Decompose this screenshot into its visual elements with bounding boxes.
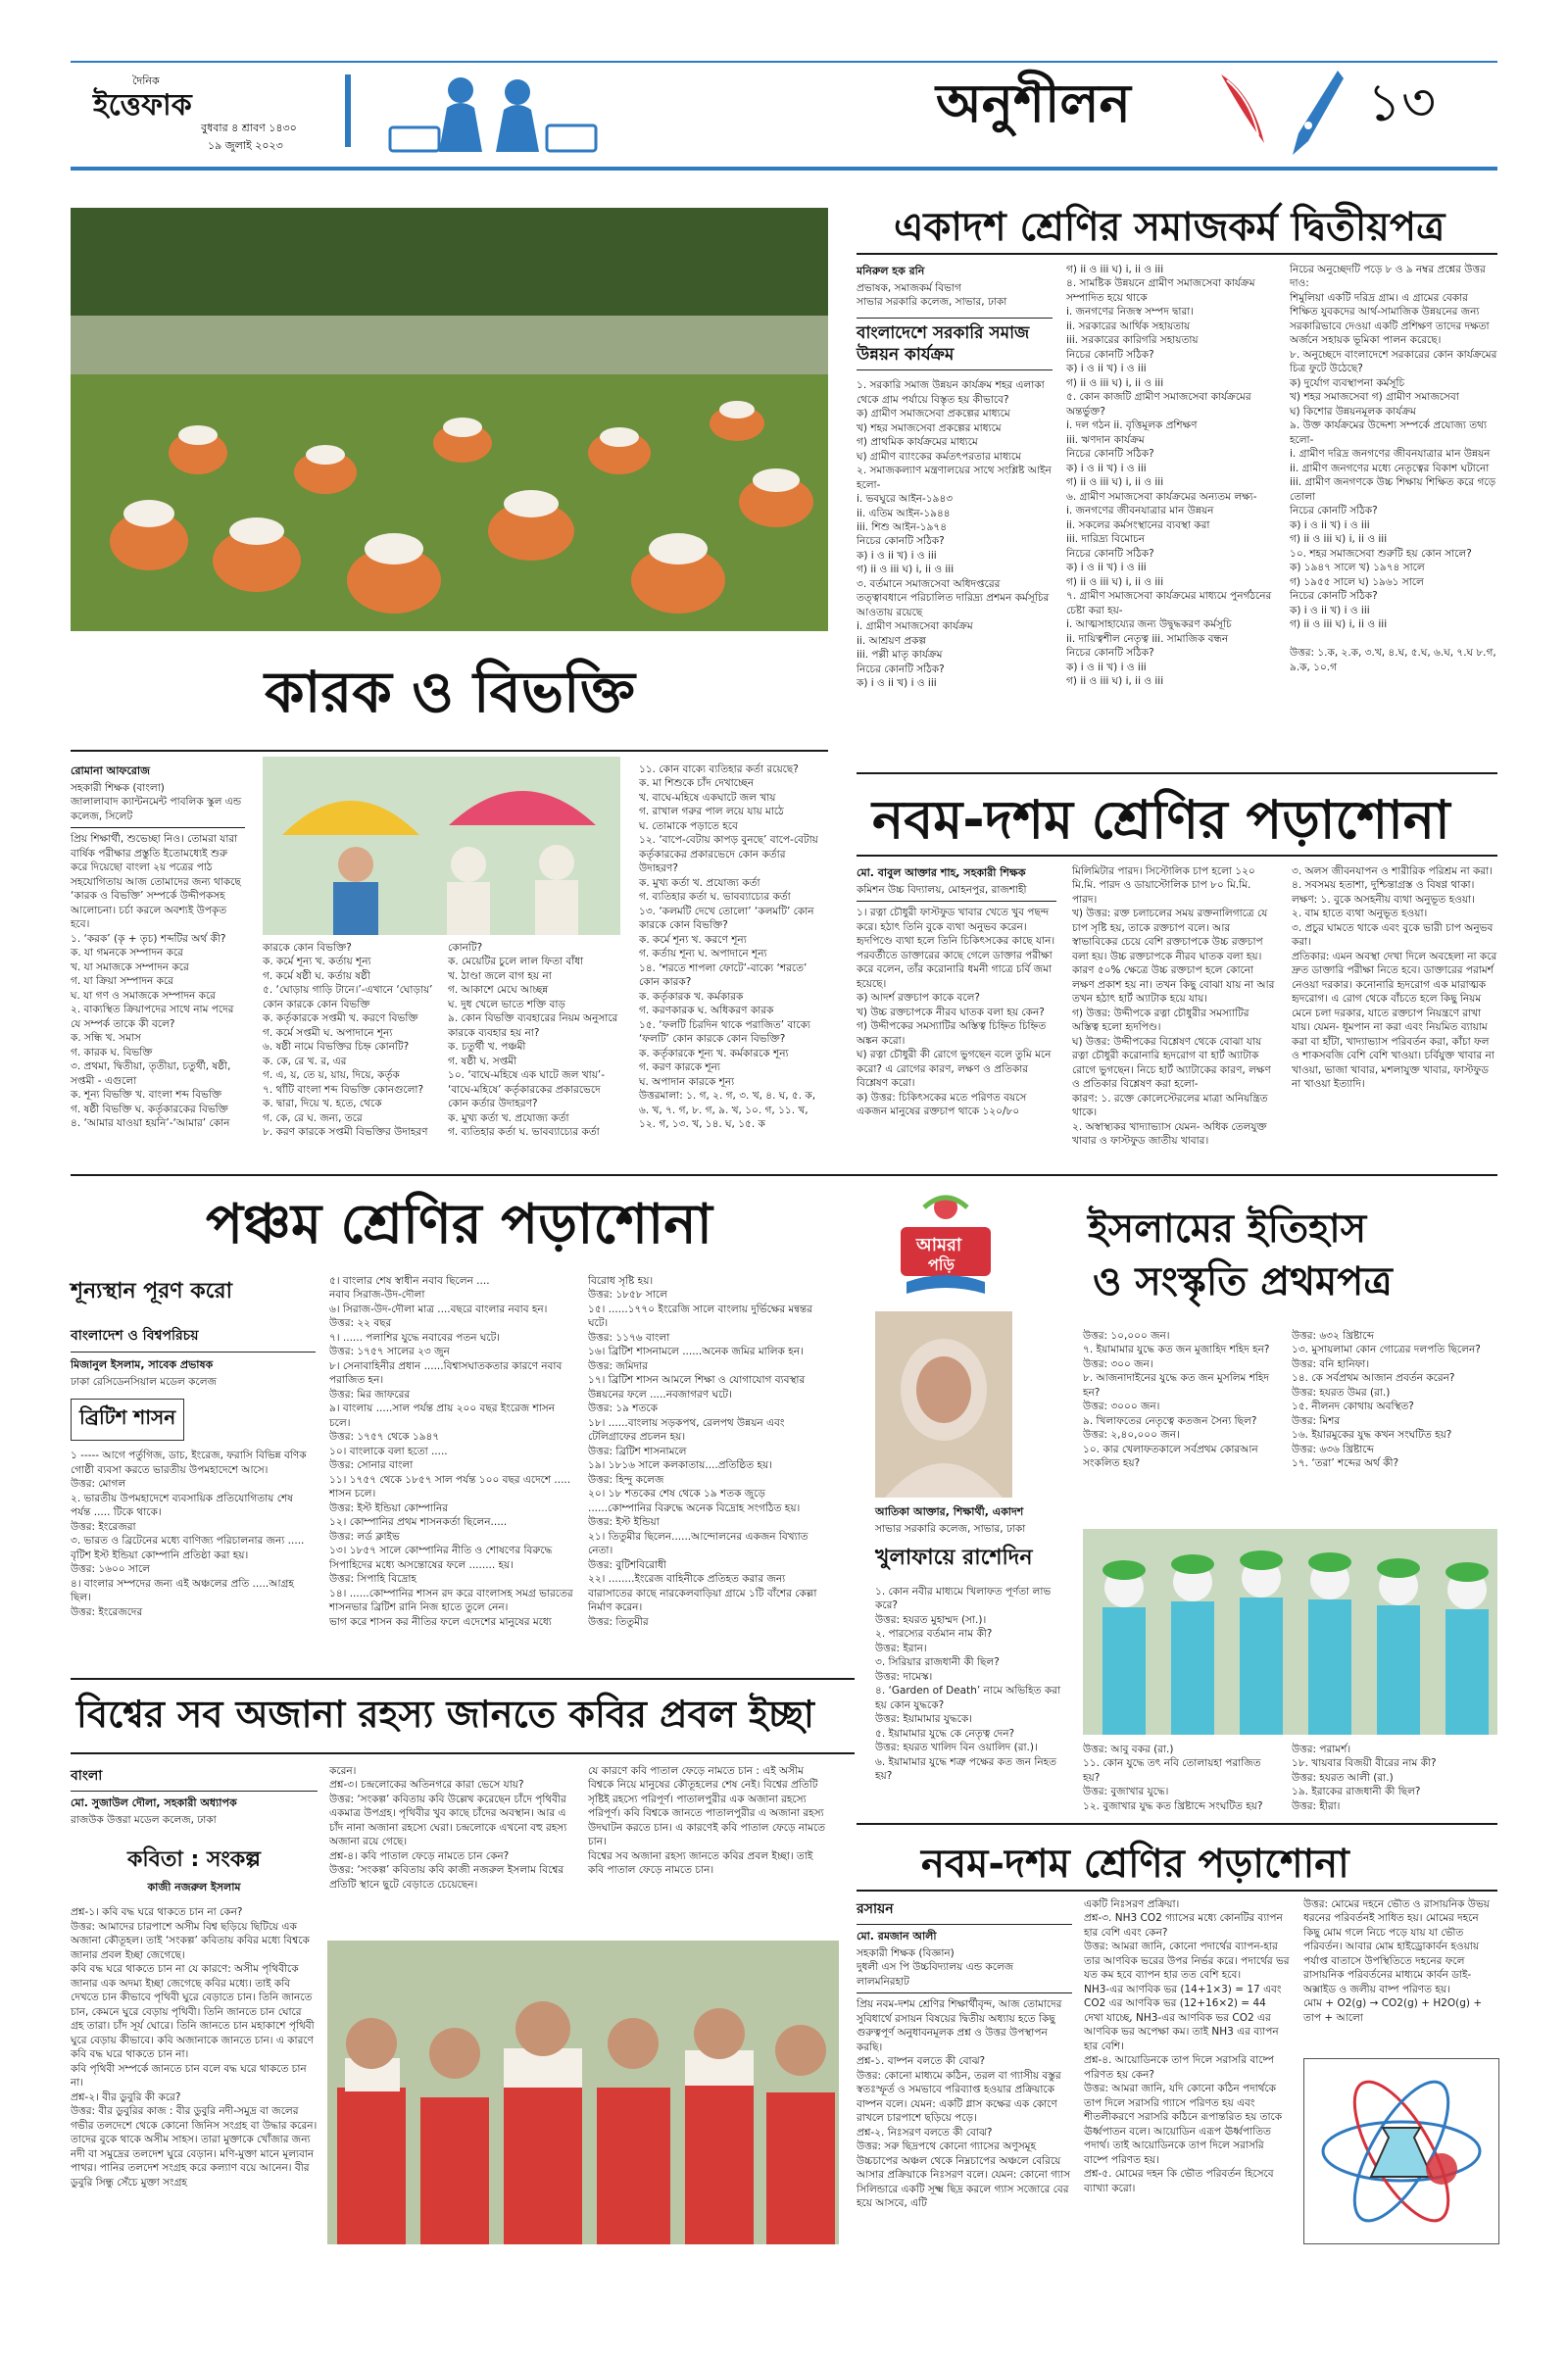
page-number: ১৩ <box>1367 72 1437 133</box>
paper-small-label: দৈনিক <box>132 74 160 87</box>
samajkarma-col-2: গ) ii ও iii ঘ) i, ii ও iii ৪. সামষ্টিক উন্নয়নে গ্রামীণ সমাজসেবা কার্যক্রম সম্পাদিত হয়ে থাকে i. জনগণের নিজস্ব সম্পদ দ্বারা। ii. সরকারের আর্থিক সহায়তায় iii. সরকারের কারিগরি সহায়তায় নিচের কোনটি সঠিক? ক) i ও ii খ) i ও iii গ) ii ও iii ঘ) i, ii ও iii ৫. কোন কাজটি গ্রামীণ সমাজসেবা কার্যক্রমের অন্তর্ভুক্ত? i. দল গঠন ii. বৃত্তিমূলক প্রশিক্ষণ iii. ঋণদান কার্যক্রম নিচের কোনটি সঠিক? ক) i ও ii খ) i ও iii গ) ii ও iii ঘ) i, ii ও iii ৬. গ্রামীণ সমাজসেবা কার্যক্রমের অন্যতম লক্ষ্য- i. জনগণের জীবনযাত্রার মান উন্নয়ন ii. সকলের কর্মসংস্থানের ব্যবস্থা করা iii. দারিদ্র্য বিমোচন নিচের কোনটি সঠিক? ক) i ও ii খ) i ও iii গ) ii ও iii ঘ) i, ii ও iii ৭. গ্রামীণ সমাজসেবা কার্যক্রমের মাধ্যমে পুনর্গঠনের চেষ্টা করা হয়- i. আত্মসাহায্যের জন্য উদ্বুদ্ধকরণ কর্মসূচি ii. দায়িত্বশীল নেতৃত্ব iii. সামাজিক বন্ধন নিচের কোনটি সঠিক? ক) i ও ii খ) i ও iii গ) ii ও iii ঘ) i, ii ও iii <box>1066 264 1272 688</box>
samajkarma-author: মনিরুল হক রনি <box>857 265 925 277</box>
islam-title-2: ও সংস্কৃতি প্রথমপত্র <box>1093 1259 1393 1304</box>
student-portrait-photo <box>875 1311 1012 1498</box>
nabam1-col-1: ১। রত্না চৌধুরী ফাস্টফুড খাবার খেতে খুব পছন্দ করে। হঠাৎ তিনি বুকে ব্যথা অনুভব করেন। হৃদপিণ্ডে ব্যথা হলে তিনি চিকিৎসকের কাছে যান। পরবর্তীতে ডাক্তারের কাছে গেলে ডাক্তার পরীক্ষা করে বলেন, তাঁর করোনারি ধমনী গাত্রে চর্বি জমা হয়েছে। ক) আদর্শ রক্তচাপ কাকে বলে? খ) উচ্চ রক্তচাপকে নীরব ঘাতক বলা হয় কেন? গ) উদ্দীপকের সমস্যাটির অস্তিত্ব চিহ্নিত চিহ্নিত অঙ্কন করো। ঘ) রত্না চৌধুরী কী রোগে ভুগছেন বলে তুমি মনে করো? এ রোগের কারণ, লক্ষণ ও প্রতিকার বিশ্লেষণ করো। ক) উত্তর: চিকিৎসকের মতে পরিণত বয়সে একজন মানুষের রক্তচাপ থাকে ১২০/৮০ <box>857 907 1055 1118</box>
nabam1-author-info: কমিশন উচ্চ বিদ্যালয়, মোহনপুর, রাজশাহী <box>857 884 1027 896</box>
islam-col-1: ১. কোন নবীর মাধ্যমে খিলাফত পূর্ণতা লাভ করে? উত্তর: হযরত মুহাম্মদ (সা.)। ২. পারস্যের বর্তমান নাম কী? উত্তর: ইরান। ৩. সিরিয়ার রাজধানী কী ছিল? উত্তর: দামেস্ক। ৪. ‘Garden of Death’ নামে অভিহিত করা হয় কোন যুদ্ধকে? উত্তর: ইয়ামামার যুদ্ধকে। ৫. ইয়ামামার যুদ্ধে কে নেতৃত্ব দেন? উত্তর: হযরত খালিদ বিন ওয়ালিদ (রা.)। ৬. ইয়ামামার যুদ্ধে শত্রু পক্ষের কত জন নিহত হয়? <box>875 1586 1061 1783</box>
nabam2-author-rule <box>857 1992 1072 1993</box>
middle-rule <box>71 1174 1497 1176</box>
karak-col-3: কোনটি? ক. মেয়েটির চুলে লাল ফিতা বাঁধা খ. ঠাণ্ডা জলে বাগ হয় না গ. আকাশে মেঘে আচ্ছন্ন ঘ. দুধ খেলে ভাতে শক্তি বাড় ৯. কোন বিভক্তি ব্যবহারের নিয়ম অনুসারে কারকে ব্যবহার হয় না? ক. চতুর্থী খ. পঞ্চমী গ. ষষ্ঠী ঘ. সপ্তমী ১০. ‘বাঘে-মহিষে এক ঘাটে জল খায়’- ‘বাঘে-মহিষে’ কর্তৃকারকের প্রকারভেদে কোন কর্তার উদাহরণ? ক. মুখ্য কর্তা খ. প্রযোজ্য কর্তা গ. ব্যতিহার কর্তা ঘ. ভাবব্যাচ্যের কর্তা <box>448 942 618 1139</box>
karak-col-4: ১১. কোন বাক্যে ব্যতিহার কর্তা রয়েছে? ক. মা শিশুকে চাঁদ দেখাচ্ছেন খ. বাঘে-মহিষে একঘাটে জল খায় গ. রাখাল গরুর পাল লয়ে যায় মাঠে ঘ. তোমাকে পড়াতে হবে ১২. ‘বাপে-বেটায় কাপড় বুনছে’ বাপে-বেটায় কর্তৃকারকের প্রকারভেদে কোন কর্তার উদাহরণ? ক. মুখ্য কর্তা খ. প্রযোজ্য কর্তা গ. ব্যতিহার কর্তা ঘ. ভাবব্যাচ্যের কর্তা ১৩. ‘কলমটি দেখে তোলো’ ‘কলমটি’ কোন কারকে কোন বিভক্তি? ক. কর্মে শূন্য খ. করণে শূন্য গ. কর্তায় শূন্য ঘ. অপাদানে শূন্য ১৪. ‘শরতে শাপলা ফোটে’-বাক্যে ‘শরতে’ কোন কারক? ক. কর্তৃকারক খ. কর্মকারক গ. করণকারক ঘ. অধিকরণ কারক ১৫. ‘ফলটি চিরদিন থাকে পরাজিত’ বাক্যে ‘ফলটি’ কোন কারকে কোন বিভক্তি? ক. কর্তৃকারকে শূন্য খ. কর্মকারকে শূন্য গ. করণ কারকে শূন্য ঘ. অপাদান কারকে শূন্য উত্তরমালা: ১. গ, ২. গ, ৩. খ, ৪. ঘ, ৫. ক, ৬. খ, ৭. গ, ৮. গ, ৯. খ, ১০. গ, ১১. খ, ১২. গ, ১৩. খ, ১৪. ঘ, ১৫. ক <box>639 763 818 1131</box>
nabam2-col-3: উত্তর: মোমের দহনে ভৌত ও রাসায়নিক উভয় ধরনের পরিবর্তনই সাধিত হয়। মোমের দহনে কিছু মোম গলে নিচে পড়ে যায় যা ভৌত পরিবর্তন। আবার মোম হাইড্রোকার্বন হওয়ায় পর্যাপ্ত বাতাসে উপস্থিতিতে দহনের ফলে রাসায়নিক পরিবর্তনের মাধ্যমে কার্বন ডাই-অক্সাইড ও জলীয় বাষ্প পরিণত হয়। মোম + O2(g) → CO2(g) + H2O(g) + তাপ + আলো <box>1303 1898 1490 2024</box>
top-rule <box>71 61 1497 63</box>
nabam1-top-rule <box>857 772 1497 774</box>
karak-col-1: প্রিয় শিক্ষার্থী, শুভেচ্ছা নিও। তোমরা যারা বার্ষিক পরীক্ষার প্রস্তুতি ইতোমধ্যেই শুরু করে দিয়েছো বাংলা ২য় পত্রের পাঠ সহযোগিতায় আজ তোমাদের জন্য থাকছে ‘কারক ও বিভক্তি’ সম্পর্কে উদ্দীপকসহ আলোচনা। চর্চা করলে অবশ্যই উপকৃত হবে। ১. ‘করক’ (কৃ + তৃচ) শব্দটির অর্থ কী? ক. যা গমনকে সম্পাদন করে খ. যা সমাজকে সম্পাদন করে গ. যা ক্রিয়া সম্পাদন করে ঘ. যা গণ ও সমাজকে সম্পাদন করে ২. বাক্যস্থিত ক্রিয়াপদের সাথে নাম পদের যে সম্পর্ক তাকে কী বলে? ক. সন্ধি খ. সমাস গ. কারক ঘ. বিভক্তি ৩. প্রথমা, দ্বিতীয়া, তৃতীয়া, চতুর্থী, ষষ্ঠী, সপ্তমী - এগুলো ক. শূন্য বিভক্তি খ. বাংলা শব্দ বিভক্তি গ. ষষ্ঠী বিভক্তি ঘ. কর্তৃকারকের বিভক্তি ৪. ‘আমার যাওয়া হয়নি’-‘আমার’ কোন <box>71 833 241 1130</box>
islam-title-1: ইসলামের ইতিহাস <box>1088 1206 1367 1252</box>
kabir-col-3: যে কারণে কবি পাতাল ফেড়ে নামতে চান : এই অসীম বিশ্বকে নিয়ে মানুষের কৌতূহলের শেষ নেই। বিশ্বের প্রতিটি সৃষ্টিই রহস্যে পরিপূর্ণ। পাতালপুরীর এক অজানা রহস্যে পরিপূর্ণ। কবি বিশ্বকে জানতে পাতালপুরীর এ অজানা রহস্য উদঘাটন করতে চান। এ কারণেই কবি পাতাল ফেড়ে নামতে চান। বিশ্বের সব অজানা রহস্য জানতে কবির প্রবল ইচ্ছা। তাই কবি পাতাল ফেড়ে নামতে চান। <box>588 1765 826 1877</box>
nabam1-author-rule <box>857 901 1056 902</box>
nabam2-col-1: প্রিয় নবম-দশম শ্রেণির শিক্ষার্থীবৃন্দ, আজ তোমাদের সুবিধার্থে রসায়ন বিষয়ের দ্বিতীয় অধ্যায় হতে কিছু গুরুত্বপূর্ণ অনুধাবনমূলক প্রশ্ন ও উত্তর উপস্থাপন করছি। প্রশ্ন-১. বাষ্পন বলতে কী বোঝ? উত্তর: কোনো মাধ্যমে কঠিন, তরল বা গ্যাসীয় বস্তুর স্বতঃস্ফূর্ত ও সমভাবে পরিব্যাপ্ত হওয়ার প্রক্রিয়াকে বাষ্পন বলে। যেমন: একটি গ্লাস কক্ষের এক কোণে রাখলে চারপাশে ছড়িয়ে পড়ে। প্রশ্ন-২. নিঃসরণ বলতে কী বোঝ? উত্তর: সরু ছিদ্রপথে কোনো গ্যাসের অণুসমূহ উচ্চচাপের অঞ্চল থেকে নিম্নচাপের অঞ্চলে বেরিয়ে আসার প্রক্রিয়াকে নিঃসরণ বলে। যেমন: কোনো গ্যাস সিলিন্ডারে একটি সূক্ষ্ম ছিদ্র করলে গ্যাস সজোরে বের হয়ে আসবে, এটি <box>857 1998 1071 2210</box>
students-green-caps-photo <box>1083 1529 1497 1735</box>
samajkarma-col-1: ১. সরকারি সমাজ উন্নয়ন কার্যক্রম শহর এলাকা থেকে গ্রাম পর্যায়ে বিস্তৃত হয় কীভাবে? ক) গ্রামীণ সমাজসেবা প্রকল্পের মাধ্যমে খ) শহর সমাজসেবা প্রকল্পের মাধ্যমে গ) প্রাথমিক কার্যক্রমের মাধ্যমে ঘ) গ্রামীণ ব্যাংকের কর্মতৎপরতার মাধ্যমে ২. সমাজকল্যাণ মন্ত্রণালয়ের সাথে সংশ্লিষ্ট আইন হলো- i. ভবঘুরে আইন-১৯৪৩ ii. এতিম আইন-১৯৪৪ iii. শিশু আইন-১৯৭৪ নিচের কোনটি সঠিক? ক) i ও ii খ) i ও iii গ) ii ও iii ঘ) i, ii ও iii ৩. বর্তমানে সমাজসেবা অধিদপ্তরের তত্ত্বাবধানে পরিচালিত দারিদ্র্য প্রশমন কর্মসূচির আওতায় রয়েছে i. গ্রামীণ সমাজসেবা কার্যক্রম ii. আশ্রয়ণ প্রকল্প iii. পল্লী মাতৃ কার্যক্রম নিচের কোনটি সঠিক? ক) i ও ii খ) i ও iii <box>857 379 1052 690</box>
samajkarma-title: একাদশ শ্রেণির সমাজকর্ম দ্বিতীয়পত্র <box>894 205 1446 250</box>
pancham-title: পঞ্চম শ্রেণির পড়াশোনা <box>206 1193 712 1256</box>
karak-title: কারক ও বিভক্তি <box>265 659 635 725</box>
date-line-1: বুধবার ৪ শ্রাবণ ১৪৩০ <box>201 122 297 134</box>
pen-nib-icon <box>1279 65 1348 163</box>
karak-col-2: কারকে কোন বিভক্তি? ক. কর্মে শূন্য খ. কর্তায় শূন্য গ. কর্মে ষষ্ঠী ঘ. কর্তায় ষষ্ঠী ৫. ‘ঘোড়ায় গাড়ি টানে।’-এখানে ‘ঘোড়ায়’ কোন কারকে কোন বিভক্তি ক. কর্তৃকারকে সপ্তমী খ. করণে বিভক্তি গ. কর্মে সপ্তমী ঘ. অপাদানে শূন্য ৬. ষষ্ঠী নামে বিভক্তির চিহ্ন কোনটি? ক. কে, রে খ. র, এর গ. এ, য়, তে য়, য়ায়, দিয়ে, কর্তৃক ৭. থাঁটি বাংলা শব্দ বিভক্তি কোনগুলো? ক. দ্বারা, দিয়ে খ. হতে, থেকে গ. কে, রে ঘ. জন্য, তরে ৮. করণ কারকে সপ্তমী বিভক্তির উদাহরণ <box>263 942 433 1139</box>
nabam1-col-2: মিলিমিটার পারদ। সিস্টোলিক চাপ হলো ১২০ মি.মি. পারদ ও ডায়াস্টোলিক চাপ ৮০ মি.মি. পারদ। খ) উত্তর: রক্ত চলাচলের সময় রক্তনালিগাত্রে যে চাপ সৃষ্টি হয়, তাকে রক্তচাপ বলে। আর স্বাভাবিকের চেয়ে বেশি রক্তচাপকে উচ্চ রক্তচাপ বলা হয়। উচ্চ রক্তচাপকে নীরব ঘাতক বলা হয়। কারণ ৫০% ক্ষেত্রে উচ্চ রক্তচাপ হলে কোনো লক্ষণ প্রকাশ হয় না। তখন কিছু বোঝা যায় না আর তখন হঠাৎ হার্ট অ্যাটাক হয়ে যায়। গ) উত্তর: উদ্দীপকে রত্না চৌধুরীর সমস্যাটির অস্তিত্ব হলো হৃদপিণ্ড। ঘ) উত্তর: উদ্দীপকের বিশ্লেষণ থেকে বোঝা যায় রত্না চৌধুরী করোনারি হৃদরোগ বা হার্ট অ্যাটাক রোগে ভুগছেন। নিচে হার্ট অ্যাটাকের কারণ, লক্ষণ ও প্রতিকার বিশ্লেষণ করা হলো- কারণ: ১. রক্তে কোলেস্টেরলের মাত্রা অনিয়ন্ত্রিত থাকে। ২. অস্বাস্থ্যকর খাদ্যাভ্যাস যেমন- অধিক তেলযুক্ত খাবার ও ফাস্টফুড জাতীয় খাবার। <box>1072 865 1275 1148</box>
amra-pori-logo <box>887 1188 1004 1301</box>
paper-name: ইত্তেফাক <box>93 88 192 123</box>
pancham-col-2: ৫। বাংলার শেষ স্বাধীন নবাব ছিলেন .... নবাব সিরাজ-উদ-দৌলা ৬। সিরাজ-উদ-দৌলা মাত্র ....বছরে বাংলার নবাব হন। উত্তর: ২২ বছর ৭। ...... পলাশির যুদ্ধে নবাবের পতন ঘটে। উত্তর: ১৭৫৭ সালের ২৩ জুন ৮। সেনাবাহিনীর প্রধান ......বিশ্বাসঘাতকতার কারণে নবাব পরাজিত হন। উত্তর: মির জাফরের ৯। বাংলায় .....সাল পর্যন্ত প্রায় ২০০ বছর ইংরেজ শাসন চলে। উত্তর: ১৭৫৭ থেকে ১৯৪৭ ১০। বাংলাকে বলা হতো ..... উত্তর: সোনার বাংলা ১১। ১৭৫৭ থেকে ১৮৫৭ সাল পর্যন্ত ১০০ বছর এদেশে ..... শাসন চলে। উত্তর: ইস্ট ইন্ডিয়া কোম্পানির ১২। কোম্পানির প্রথম শাসনকর্তা ছিলেন..... উত্তর: লর্ড ক্লাইভ ১৩। ১৮৫৭ সালে কোম্পানির নীতি ও শোষণের বিরুদ্ধে সিপাহিদের মধ্যে অসন্তোষের ফলে ........ হয়। উত্তর: সিপাহি বিদ্রোহ ১৪। ......কোম্পানির শাসন রদ করে বাংলাসহ সমগ্র ভারতের শাসনভার ব্রিটিশ রানি নিজ হাতে তুলে নেন। ভাগ করে শাসন কর নীতির ফলে এদেশের মানুষের মধ্যে <box>329 1275 573 1628</box>
date-line-2: ১৯ জুলাই ২০২৩ <box>208 139 283 152</box>
students-exercise-photo <box>71 208 828 631</box>
kabir-subject: বাংলা <box>71 1764 318 1792</box>
karak-author-rule <box>71 827 245 828</box>
pancham-author: মিজানুল ইসলাম, সাবেক প্রভাষক <box>71 1358 214 1371</box>
islam-col-3: উত্তর: ৬৩২ খ্রিষ্টাব্দে ১৩. মুসায়লামা কোন গোত্রের দলপতি ছিলেন? উত্তর: বনি হানিফা। ১৪. কে সর্বপ্রথম আজান প্রবর্তন করেন? উত্তর: হযরত উমর (রা.) ১৫. নীলনদ কোথায় অবস্থিত? উত্তর: মিশর ১৬. ইয়ারমুকের যুদ্ধ কখন সংঘটিত হয়? উত্তর: ৬৩৬ খ্রিষ্টাব্দে ১৭. ‘তরা’ শব্দের অর্থ কী? <box>1292 1330 1481 1470</box>
nabam2-top-rule <box>857 1823 1497 1825</box>
kabir-col-2: করেন। প্রশ্ন-৩। চন্দ্রলোকের অতিনগরে কারা ভেসে যায়? উত্তর: ‘সংকল্প’ কবিতায় কবি উল্লেখ করেছেন চাঁদে পৃথিবীর একমাত্র উপগ্রহ। পৃথিবীর খুব কাছে চাঁদের অবস্থান। আর এ চাঁদ নানা অজানা রহস্যে ঘেরা। চন্দ্রলোকে এখনো বহু রহস্য অজানা রয়ে গেছে। প্রশ্ন-৪। কবি পাতাল ফেড়ে নামতে চান কেন? উত্তর: ‘সংকল্প’ কবিতায় কবি কাজী নজরুল ইসলাম বিশ্বের প্রতিটি স্থানে ছুটে বেড়াতে চেয়েছেন। <box>329 1765 567 1891</box>
nabam1-title: নবম-দশম শ্রেণির পড়াশোনা <box>872 789 1450 851</box>
masthead-bottom-rule <box>71 167 1497 171</box>
kabir-author: মো. সুজাউল দৌলা, সহকারী অধ্যাপক <box>71 1796 237 1809</box>
girls-victory-sign-photo <box>327 1941 839 2244</box>
nabam2-subject: রসায়ন <box>857 1897 1072 1925</box>
pancham-subtitle: শূন্যস্থান পূরণ করো <box>71 1279 232 1303</box>
students-reading-illustration <box>370 69 615 157</box>
samajkarma-col-3: নিচের অনুচ্ছেদটি পড়ে ৮ ও ৯ নম্বর প্রশ্নের উত্তর দাও: শিমুলিয়া একটি দরিদ্র গ্রাম। এ গ্রামের বেকার শিক্ষিত যুবকদের আর্থ-সামাজিক উন্নয়নের জন্য সরকারিভাবে দেওয়া একটি প্রশিক্ষণ তাদের দক্ষতা অর্জনে সহায়ক ভূমিকা পালন করেছে। ৮. অনুচ্ছেদে বাংলাদেশে সরকারের কোন কার্যক্রমের চিত্র ফুটে উঠেছে? ক) দুর্যোগ ব্যবস্থাপনা কর্মসূচি খ) শহর সমাজসেবা গ) গ্রামীণ সমাজসেবা ঘ) কিশোর উন্নয়নমূলক কার্যক্রম ৯. উক্ত কার্যক্রমের উদ্দেশ্য সম্পর্কে প্রযোজ্য তথ্য হলো- i. গ্রামীণ দরিদ্র জনগণের জীবনযাত্রার মান উন্নয়ন ii. গ্রামীণ জনগণের মধ্যে নেতৃত্বের বিকাশ ঘটানো iii. গ্রামীণ জনগণকে উচ্চ শিক্ষায় শিক্ষিত করে গড়ে তোলা নিচের কোনটি সঠিক? ক) i ও ii খ) i ও iii গ) ii ও iii ঘ) i, ii ও iii ১০. শহর সমাজসেবা শুরুটি হয় কোন সালে? ক) ১৯৪৭ সালে খ) ১৯৭৪ সালে গ) ১৯৫৫ সালে ঘ) ১৯৬১ সালে নিচের কোনটি সঠিক? ক) i ও ii খ) i ও iii গ) ii ও iii ঘ) i, ii ও iii উত্তর: ১.ক, ২.ক, ৩.খ, ৪.ঘ, ৫.ঘ, ৬.ঘ, ৭.ঘ ৮.গ, ৯.ক, ১০.গ <box>1290 264 1497 673</box>
pancham-author-info: ঢাকা রেসিডেনসিয়াল মডেল কলেজ <box>71 1376 217 1388</box>
section-title: অনুশীলন <box>936 72 1131 134</box>
girls-with-umbrellas-photo <box>263 757 620 935</box>
amra-student-name: আতিকা আক্তার, শিক্ষার্থী, একাদশ <box>875 1505 1024 1518</box>
pancham-subject: বাংলাদেশ ও বিশ্বপরিচয় <box>71 1324 316 1353</box>
kabir-poem-title: কবিতা : সংকল্প <box>126 1847 262 1873</box>
karak-author-info: সহকারী শিক্ষক (বাংলা) জালালাবাদ ক্যান্টনমেন্ট পাবলিক স্কুল এন্ড কলেজ, সিলেট <box>71 782 242 822</box>
amra-logo-line-1: আমরা <box>916 1235 962 1255</box>
islam-col-2: উত্তর: ১০,০০০ জন। ৭. ইয়ামামার যুদ্ধে কত জন মুজাহিদ শহিদ হন? উত্তর: ৩০০ জন। ৮. আজনাদাইনের যুদ্ধে কত জন মুসলিম শহিদ হন? উত্তর: ৩০০০ জন। ৯. খিলাফতের নেতৃত্বে কতজন সৈন্য ছিল? উত্তর: ২,৪০,০০০ জন। ১০. কার খেলাফতকালে সর্বপ্রথম কোরআন সংকলিত হয়? <box>1083 1330 1270 1470</box>
karak-title-rule <box>71 750 828 752</box>
chemistry-atom-illustration <box>1303 2058 1499 2244</box>
pancham-col-3: বিরোধ সৃষ্টি হয়। উত্তর: ১৮৫৮ সালে ১৫। ......১৭৭০ ইংরেজি সালে বাংলায় দুর্ভিক্ষের মন্বন্তর ঘটে। উত্তর: ১১৭৬ বাংলা ১৬। ব্রিটিশ শাসনামলে ......অনেক জমির মালিক হন। উত্তর: জমিদার ১৭। ব্রিটিশ শাসন আমলে শিক্ষা ও যোগাযোগ ব্যবস্থার উন্নয়নের ফলে .....নবজাগরণ ঘটে। উত্তর: ১৯ শতকে ১৮। ......বাংলায় সড়কপথ, রেলপথ উন্নয়ন এবং টেলিগ্রাফের প্রচলন হয়। উত্তর: ব্রিটিশ শাসনামলে ১৯। ১৮১৬ সালে কলকাতায়....প্রতিষ্ঠিত হয়। উত্তর: হিন্দু কলেজ ২০। ১৮ শতকের শেষ থেকে ১৯ শতক জুড়ে ......কোম্পানির বিরুদ্ধে অনেক বিদ্রোহ সংগঠিত হয়। উত্তর: ইস্ট ইন্ডিয়া ২১। তিতুমীর ছিলেন......আন্দোলনের একজন বিখ্যাত নেতা। উত্তর: বুটিশবিরোধী ২২। ........ইংরেজ বাহিনীকে প্রতিহত করার জন্য বারাসাতের কাছে নারকেলবাড়িয়া গ্রামে ১টি বাঁশের কেল্লা নির্মাণ করেন। উত্তর: তিতুমীর <box>588 1275 817 1628</box>
islam-col-5: উত্তর: পরামর্শ। ১৮. খায়বার বিজয়ী বীরের নাম কী? উত্তর: হযরত আলী (রা.) ১৯. ইরাকের রাজধানী কী ছিল? উত্তর: হীরা। <box>1292 1744 1437 1812</box>
samajkarma-author-info: প্রভাষক, সমাজকর্ম বিভাগ সাভার সরকারি কলেজ, সাভার, ঢাকা <box>857 282 1007 309</box>
amra-logo-line-2: পড়ি <box>928 1255 955 1274</box>
kabir-title-rule <box>71 1752 855 1754</box>
feather-icon <box>1213 65 1272 153</box>
nabam2-author: মো. রমজান আলী <box>857 1930 937 1943</box>
karak-author: রোমানা আফরোজ <box>71 764 150 777</box>
samajkarma-title-rule <box>857 253 1497 255</box>
kabir-author-info: রাজউক উত্তরা মডেল কলেজ, ঢাকা <box>71 1814 217 1826</box>
islam-col-4: উত্তর: আবু বকর (রা.) ১১. কোন যুদ্ধে তৎ নবি তোলায়হা পরাজিত হয়? উত্তর: বুজাখার যুদ্ধে। ১২. বুজাখার যুদ্ধ কত খ্রিষ্টাব্দে সংঘটিত হয়? <box>1083 1744 1263 1812</box>
islam-subtitle: খুলাফায়ে রাশেদিন <box>875 1546 1033 1570</box>
nabam1-title-rule <box>857 855 1497 857</box>
kabir-top-rule <box>71 1678 855 1680</box>
nabam1-col-3: ৩. অলস জীবনযাপন ও শারীরিক পরিশ্রম না করা। ৪. সবসময় হতাশা, দুশ্চিন্তাগ্রস্ত ও বিষণ্ণ থাকা। লক্ষণ: ১. বুকে অসহনীয় ব্যথা অনুভূত হওয়া। ২. বাম হাতে ব্যথা অনুভূত হওয়া। ৩. প্রচুর ঘামতে থাকে এবং বুকে ভারী চাপ অনুভব করা। প্রতিকার: এমন অবস্থা দেখা দিলে অবহেলা না করে দ্রুত ডাক্তারি পরীক্ষা নিতে হবে। ডাক্তারের পরামর্শ নেওয়া দরকার। কনোনারি হৃদরোগ এক মারাত্মক হৃদরোগ। এ রোগ থেকে বাঁচতে হলে কিছু নিয়ম মেনে চলা দরকার, যাতে রক্তচাপ নিয়ন্ত্রণে রাখা যায়। যেমন- ধূমপান না করা এবং নিয়মিত ব্যায়াম করা বা হাঁটা, খাদ্যাভ্যাস পরিবর্তন করা, কাঁচা ফল ও শাকসবজি বেশি বেশি খাওয়া। চর্বিযুক্ত খাবার না খাওয়া, ভাজা খাবার, মশলাযুক্ত খাবার, ফাস্টফুড না খাওয়া ইত্যাদি। <box>1292 865 1497 1091</box>
nabam2-col-2: একটি নিঃসরণ প্রক্রিয়া। প্রশ্ন-৩. NH3 CO2 গ্যাসের মধ্যে কোনটির ব্যাপন হার বেশি এবং কেন? উত্তর: আমরা জানি, কোনো পদার্থের ব্যাপন-হার তার আণবিক ভরের উপর নির্ভর করে। পদার্থের ভর যত কম হবে ব্যাপন হার তত বেশি হবে। NH3-এর আণবিক ভর (14+1×3) = 17 এবং CO2 এর আণবিক ভর (12+16×2) = 44 দেখা যাচ্ছে, NH3-এর আণবিক ভর CO2 এর আণবিক ভর অপেক্ষা কম। তাই NH3 এর ব্যাপন হার বেশি। প্রশ্ন-৪. আয়োডিনকে তাপ দিলে সরাসরি বাষ্পে পরিণত হয় কেন? উত্তর: আমরা জানি, যদি কোনো কঠিন পদার্থকে তাপ দিলে সরাসরি গ্যাসে পরিণত হয় এবং শীতলীকরণে সরাসরি কঠিনে রূপান্তরিত হয় তাকে ঊর্ধ্বপাতন বলে। আয়োডিন এরূপ ঊর্ধ্বপাতিত পদার্থ। তাই আয়োডিনকে তাপ দিলে সরাসরি বাষ্পে পরিণত হয়। প্রশ্ন-৫. মোমের দহন কি ভৌত পরিবর্তন হিসেবে ব্যাখ্যা করো। <box>1084 1898 1290 2194</box>
nabam1-author: মো. বাবুল আক্তার শাহ, সহকারী শিক্ষক <box>857 866 1026 879</box>
samajkarma-subtitle: বাংলাদেশে সরকারি সমাজ উন্নয়ন কার্যক্রম <box>857 318 1053 370</box>
amra-student-info: সাভার সরকারি কলেজ, সাভার, ঢাকা <box>875 1523 1026 1535</box>
kabir-title: বিশ্বের সব অজানা রহস্য জানতে কবির প্রবল ইচ্ছা <box>76 1693 814 1736</box>
pancham-box-label: ব্রিটিশ শাসন <box>71 1399 184 1441</box>
nabam2-title: নবম-দশম শ্রেণির পড়াশোনা <box>921 1842 1349 1887</box>
nabam2-title-rule <box>857 1890 1497 1892</box>
kabir-poet: কাজী নজরুল ইসলাম <box>147 1881 241 1894</box>
nabam2-author-info: সহকারী শিক্ষক (বিজ্ঞান) দুধলী এস পি উচ্চবিদ্যালয় এন্ড কলেজ লালমনিরহাট <box>857 1947 1014 1988</box>
masthead-divider <box>345 74 351 147</box>
pancham-col-1: ১ ----- আগে পর্তুগিজ, ডাচ, ইংরেজ, ফরাসি বিভিন্ন বণিক গোষ্ঠী ব্যবসা করতে ভারতীয় উপমহাদেশে আসে। উত্তর: মোগল ২. ভারতীয় উপমহাদেশে ব্যবসায়িক প্রতিযোগিতায় শেষ পর্যন্ত ..... টিকে থাকে। উত্তর: ইংরেজরা ৩. ভারত ও ব্রিটেনের মধ্যে বাণিজ্য পরিচালনার জন্য ..... বৃটিশ ইস্ট ইন্ডিয়া কোম্পানি প্রতিষ্ঠা করা হয়। উত্তর: ১৬০০ সালে ৪। বাংলার সম্পদের জন্য এই অঞ্চলের প্রতি .....আগ্রহ ছিল। উত্তর: ইংরেজদের <box>71 1450 307 1618</box>
kabir-col-1: প্রশ্ন-১। কবি বদ্ধ ঘরে থাকতে চান না কেন? উত্তর: আমাদের চারপাশে অসীম বিশ্ব ছড়িয়ে ছিটিয়ে এক অজানা কৌতূহল। তাই ‘সংকল্প’ কবিতায় কবির মধ্যে বিশ্বকে জানার প্রবল ইচ্ছা জেগেছে। কবি বদ্ধ ঘরে থাকতে চান না যে কারণে: অসীম পৃথিবীকে জানার এক অদম্য ইচ্ছা জেগেছে কবির মধ্যে। তাই কবি দেখতে চান কীভাবে পৃথিবী ঘুরে বেড়াতে চান। তিনি জানতে চান, কেমনে ঘুরে বেড়ায় পৃথিবী। তিনি জানতে চান ঘোরে গ্রহ তারা। চাঁদ সূর্য ঘোরে। তিনি জানতে চান মহাকাশে পৃথিবী ঘুরে বেড়ায় কীভাবে। কবি অজানাকে জানতে চান। এ কারণে কবি বদ্ধ ঘরে থাকতে চান না। কবি পৃথিবী সম্পর্কে জানতে চান বলে বদ্ধ ঘরে থাকতে চান না। প্রশ্ন-২। বীর ডুবুরি কী করে? উত্তর: বীর ডুবুরির কাজ : বীর ডুবুরি নদী-সমুদ্র বা জলের গভীর তলদেশে থেকে কোনো জিনিস সংগ্রহ বা উদ্ধার করেন। তাদের বুকে থাকে অসীম সাহস। তারা মুক্তাকে খোঁজার জন্য নদী বা সমুদ্রের তলদেশ ঘুরে বেড়ান। মণি-মুক্তা মানে মূল্যবান পাথর। পানির তলদেশ সংগ্রহ করে কল্যাণ বয়ে আনেন। বীর ডুবুরি সিন্ধু সেঁচে মুক্তা সংগ্রহ <box>71 1906 318 2189</box>
